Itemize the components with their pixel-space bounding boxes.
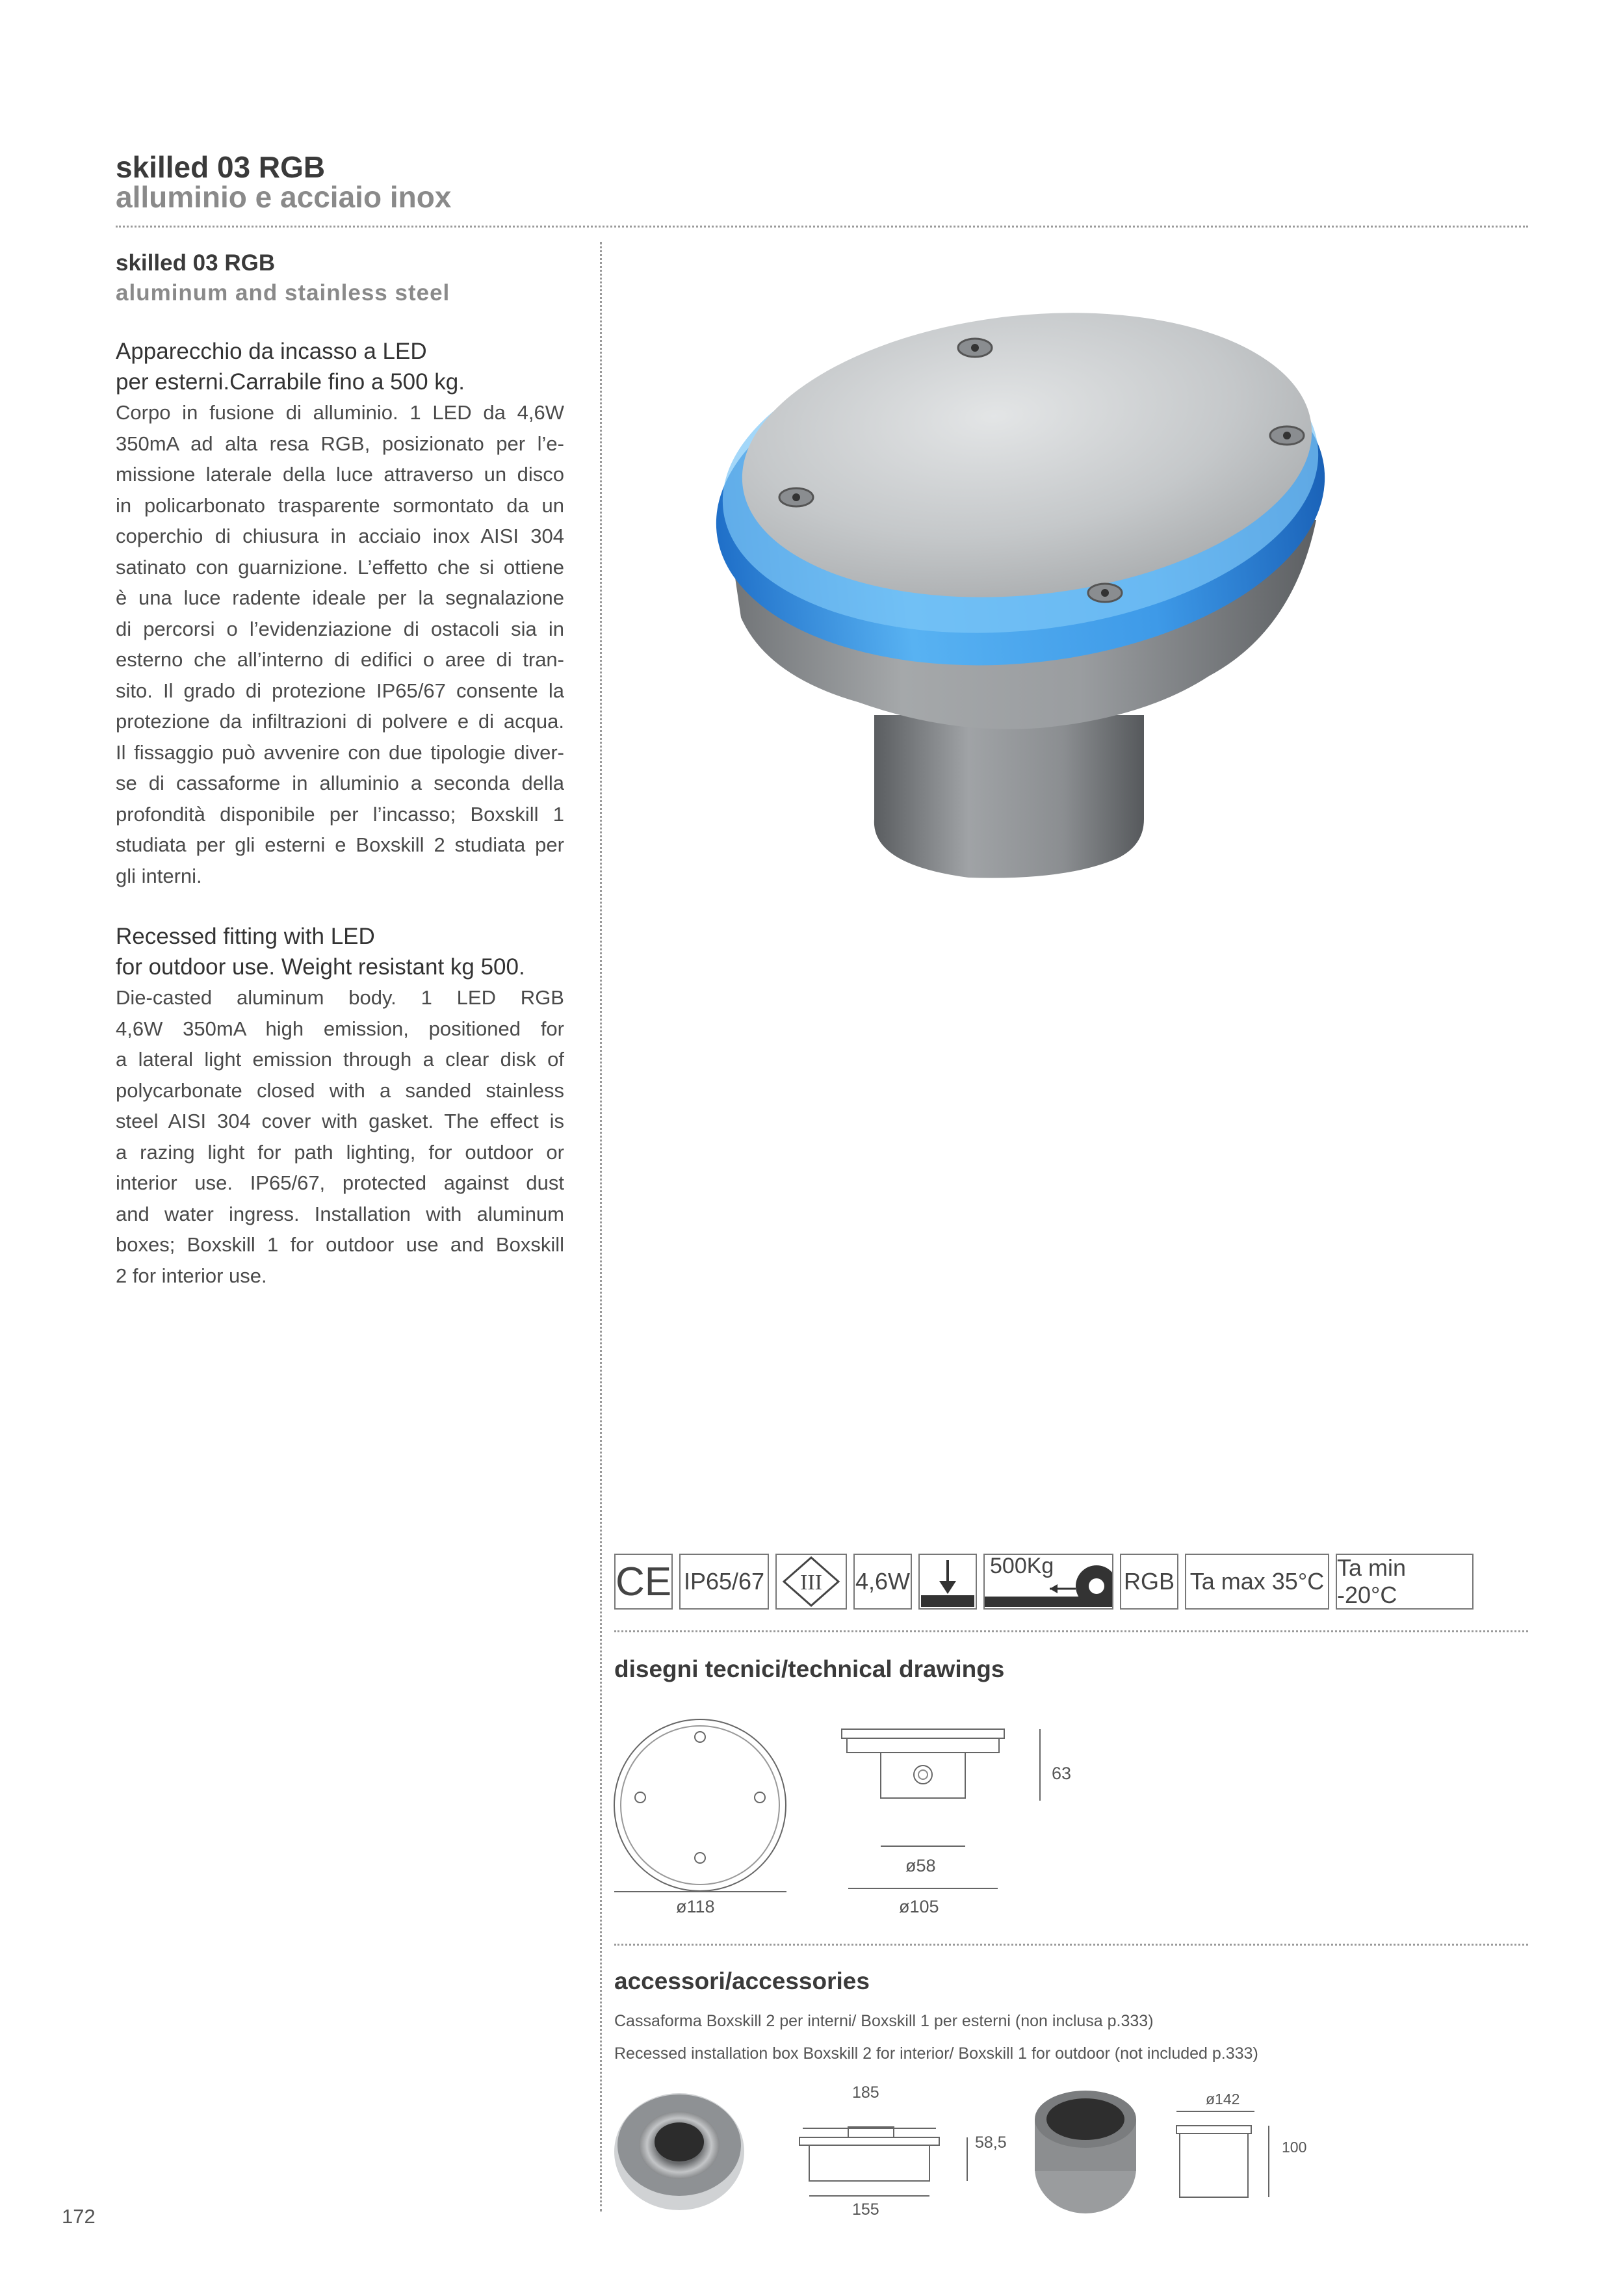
dim-142: ø142	[1206, 2091, 1240, 2107]
wheel-icon	[985, 1555, 1112, 1608]
dim-185: 185	[852, 2083, 879, 2102]
en-line: steel AISI 304 cover with gasket. The effect is	[116, 1110, 564, 1132]
en-line: polycarbonate closed with a sanded stainless	[116, 1078, 564, 1102]
accessories-text-en: Recessed installation box Boxskill 2 for interior/ Boxskill 1 for outdoor (not included p.333)	[614, 2044, 1258, 2063]
it-line: coperchio di chiusura in acciaio inox AISI 304	[116, 525, 564, 547]
header-divider	[116, 226, 1528, 228]
ce-mark-icon: CE	[614, 1554, 673, 1610]
drawings-title: disegni tecnici/technical drawings	[614, 1656, 1005, 1682]
it-line: se di cassaforme in alluminio a seconda della	[116, 772, 564, 794]
wattage-badge: 4,6W	[853, 1554, 912, 1610]
en-line: a razing light for path lighting, for outdoor or	[116, 1140, 564, 1164]
page-subtitle: alluminio e acciaio inox	[116, 180, 452, 214]
it-lead-1: Apparecchio da incasso a LED	[116, 339, 427, 364]
dim-63: 63	[1052, 1764, 1072, 1783]
it-lead-2: per esterni.Carrabile fino a 500 kg.	[116, 369, 465, 395]
it-line: Il fissaggio può avvenire con due tipologie diver-	[116, 740, 564, 764]
en-lead-1: Recessed fitting with LED	[116, 924, 375, 949]
product-image	[676, 312, 1397, 936]
en-lead-2: for outdoor use. Weight resistant kg 500.	[116, 954, 525, 980]
page-title: skilled 03 RGB	[116, 150, 326, 184]
technical-drawing	[611, 1716, 1391, 1924]
it-description	[116, 397, 564, 891]
class-iii-badge	[775, 1554, 847, 1610]
en-line: a lateral light emission through a clear disk of	[116, 1048, 564, 1071]
it-line: profondità disponibile per l’incasso; Boxskill 1	[116, 802, 564, 826]
left-column	[116, 250, 564, 1291]
class-iii-label: III	[800, 1571, 822, 1595]
ip-rating-badge: IP65/67	[679, 1554, 769, 1610]
page-number: 172	[62, 2205, 96, 2228]
load-rating-badge	[983, 1554, 1113, 1610]
it-line: sito. Il grado di protezione IP65/67 consente la	[116, 679, 564, 702]
column-divider	[600, 242, 602, 2211]
dim-105: ø105	[899, 1897, 939, 1916]
badges-divider	[614, 1630, 1528, 1632]
ta-max-badge: Ta max 35°C	[1185, 1554, 1329, 1610]
dim-118: ø118	[676, 1897, 715, 1916]
dim-58: ø58	[905, 1856, 936, 1875]
en-description	[116, 982, 564, 1291]
product-material-en: aluminum and stainless steel	[116, 280, 450, 306]
it-line: protezione da infiltrazioni di polvere e di acqua.	[116, 710, 564, 733]
drawings-divider	[614, 1944, 1528, 1946]
en-line: interior use. IP65/67, protected against dust	[116, 1171, 564, 1194]
class-iii-icon	[779, 1555, 844, 1608]
en-line: and water ingress. Installation with aluminum	[116, 1202, 564, 1225]
ta-min-badge: Ta min -20°C	[1336, 1554, 1474, 1610]
it-line: esterno che all’interno di edifici o aree di tran-	[116, 648, 564, 671]
it-line: di percorsi o l’evidenziazione di ostacoli sia in	[116, 617, 564, 640]
dim-100: 100	[1282, 2139, 1307, 2156]
load-rating-label: 500Kg	[990, 1554, 1054, 1578]
en-line: Die-casted aluminum body. 1 LED RGB	[116, 986, 564, 1009]
it-line: gli interni.	[116, 864, 202, 887]
dim-58-5: 58,5	[975, 2133, 1007, 2152]
product-name-en: skilled 03 RGB	[116, 250, 276, 276]
rgb-badge: RGB	[1120, 1554, 1178, 1610]
accessories-text-it: Cassaforma Boxskill 2 per interni/ Boxskill 1 per esterni (non inclusa p.333)	[614, 2012, 1154, 2030]
it-line: 350mA ad alta resa RGB, posizionato per l’e-	[116, 432, 564, 455]
dim-155: 155	[852, 2200, 879, 2219]
en-line: boxes; Boxskill 1 for outdoor use and Boxskill	[116, 1233, 564, 1256]
recessed-icon	[918, 1554, 977, 1610]
it-line: è una luce radente ideale per la segnalazione	[116, 586, 564, 609]
it-line: missione laterale della luce attraverso un disco	[116, 463, 564, 486]
en-line: 4,6W 350mA high emission, positioned for	[116, 1017, 564, 1040]
it-line: studiata per gli esterni e Boxskill 2 studiata per	[116, 833, 564, 856]
it-line: Corpo in fusione di alluminio. 1 LED da 4,6W	[116, 401, 564, 424]
en-line: 2 for interior use.	[116, 1264, 267, 1287]
accessories-title: accessori/accessories	[614, 1968, 870, 1994]
it-line: in policarbonato trasparente sormontato da un	[116, 493, 564, 517]
it-line: satinato con guarnizione. L’effetto che si ottiene	[116, 555, 564, 579]
